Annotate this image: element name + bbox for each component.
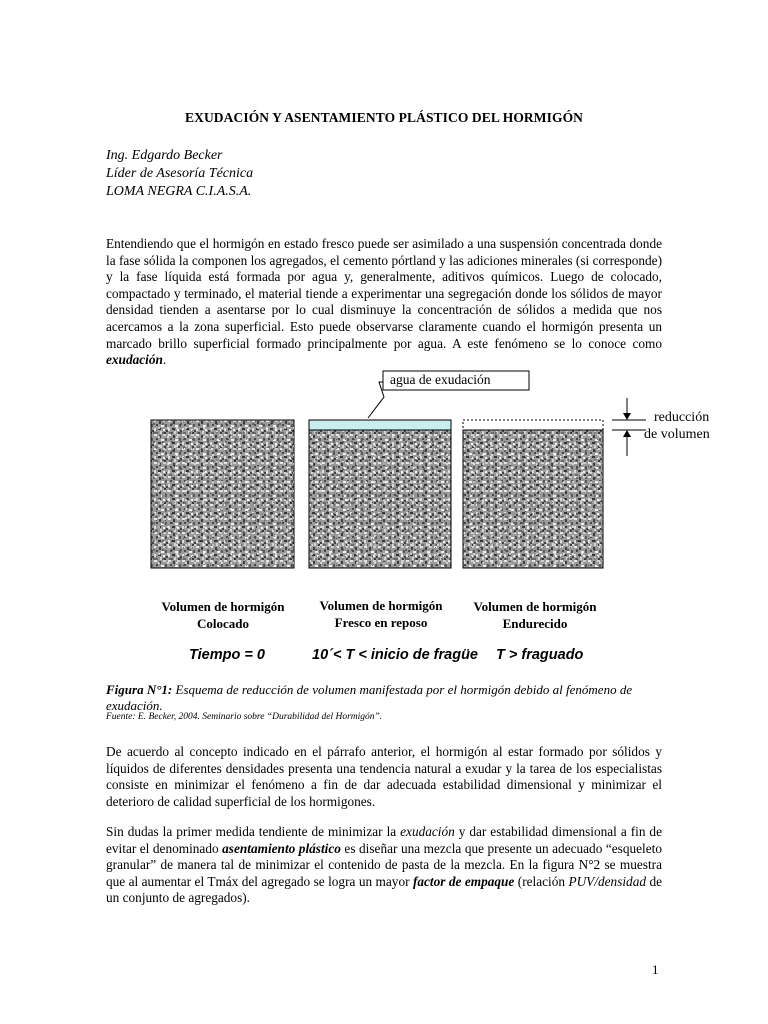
figure-caption [106,682,666,714]
author-name: Ing. Edgardo Becker [106,148,223,163]
sample-label-3 [455,598,615,632]
paragraph-3-emphasis-1: exudación [400,824,455,839]
callout-pointer [368,382,384,418]
author-company: LOMA NEGRA C.I.A.S.A. [106,184,252,199]
paragraph-3-part-1: Sin dudas la primer medida tendiente de minimizar la [106,824,401,839]
figure-source: Fuente: E. Becker, 2004. Seminario sobre “Durabilidad del Hormigón”. [106,712,383,722]
reduction-label-1: reducción [654,410,710,425]
paragraph-3 [106,824,662,907]
paragraph-3-part-2: y dar estabilidad dimensional a fin de evitar el denominado [106,824,662,856]
paragraph-3-part-3: es diseñar una mezcla que presente un adecuado “esqueleto granular” de manera tal de minimizar el contenido de pasta de la mezcla. En la figura N°2 se muestra que al aumentar el Tmáx del agregado se logra un mayor [106,840,662,889]
sample-label-1-line2: Colocado [197,616,249,631]
figure-caption-text: Esquema de reducción de volumen manifestada por el hormigón debido al fenómeno de exudación. [106,682,633,713]
paragraph-3-emphasis-2: asentamiento plástico [222,840,341,856]
sample-label-3-line1: Volumen de hormigón [473,599,597,614]
time-label-1: Tiempo = 0 [189,647,265,663]
paragraph-3-part-4: (relación [514,873,569,889]
paragraph-1-text: Entendiendo que el hormigón en estado fresco puede ser asimilado a una suspensión concentrada donde la fase sólida la componen los agregados, el cemento pórtland y las adiciones minerales (si corresponde) y la fase líquida está formada por agua y, generalmente, aditivos químicos. Luego de colocado, compactado y terminado, el material tiende a experimentar una segregación donde los sólidos de mayor densidad tienden a asentarse por lo cual disminuye la concentración de sólidos a medida que nos acercamos a la zona superficial. Esto puede observarse claramente cuando el hormigón presenta un marcado brillo superficial formado principalmente por agua. A este fenómeno se lo conoce como [106,236,662,351]
paragraph-1-end: . [162,352,167,368]
paragraph-3-emphasis-3: factor de empaque [412,873,515,889]
water-layer [309,420,451,430]
sample-label-3-line2: Endurecido [502,616,568,631]
paragraph-1-emphasis: exudación [106,352,163,368]
time-label-3: T > fraguado [496,647,584,663]
sample-label-2-line1: Volumen de hormigón [319,598,443,613]
sample-label-1-line1: Volumen de hormigón [161,599,285,614]
paragraph-3-emphasis-4: PUV/densidad [568,873,647,889]
paragraph-2: De acuerdo al concepto indicado en el párrafo anterior, el hormigón al estar formado por sólidos y líquidos de diferentes densidades presenta una tendencia natural a exudar y la tarea de los especialistas consiste en minimizar el fenómeno a fin de dar adecuada estabilidad dimensional y minimizar el deterioro de calidad superficial de los hormigones. [106,744,662,809]
paragraph-3-part-5: de un conjunto de agregados). [106,873,662,906]
sample-label-2 [301,597,461,631]
page-title: EXUDACIÓN Y ASENTAMIENTO PLÁSTICO DEL HORMIGÓN [184,110,584,125]
sample-label-1 [143,598,303,632]
sample-label-2-line2: Fresco en reposo [334,615,428,630]
figure-caption-prefix: Figura N°1: [106,682,173,697]
page-number: 1 [652,962,659,977]
author-role: Líder de Asesoría Técnica [106,166,254,181]
reduction-label-2: de volumen [644,427,710,442]
callout-label: agua de exudación [390,372,491,387]
time-label-2: 10´< T < inicio de fragüe [312,647,478,663]
reduced-volume-outline [463,420,603,430]
